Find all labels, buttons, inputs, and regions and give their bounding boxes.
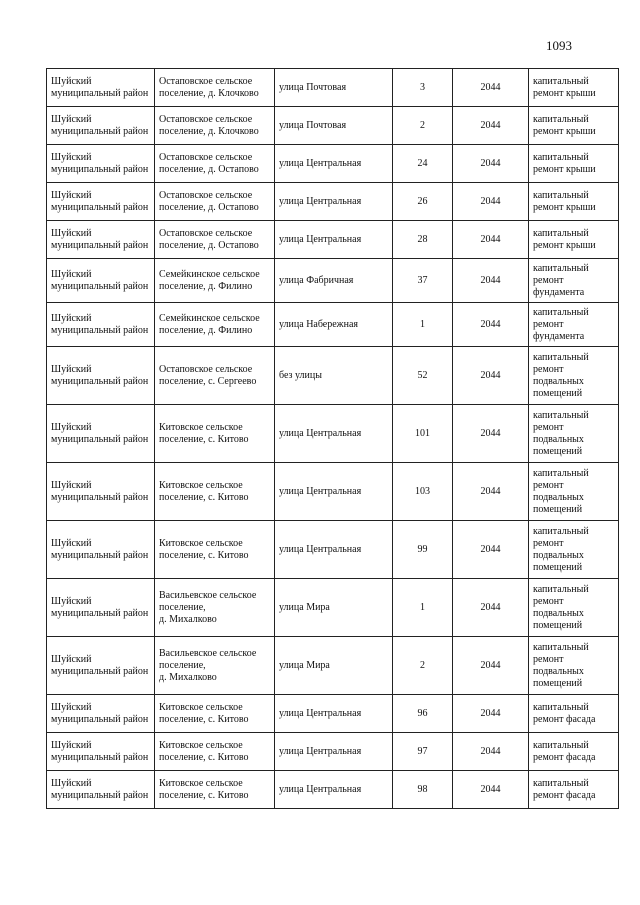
- year-cell: 2044: [453, 771, 529, 809]
- housing-repair-table: [46, 68, 619, 809]
- settlement-cell: Китовское сельское поселение, с. Китово: [155, 463, 275, 521]
- year-cell: 2044: [453, 183, 529, 221]
- table-row: [47, 405, 619, 463]
- house-number-cell: 1: [393, 579, 453, 637]
- street-cell: улица Центральная: [275, 521, 393, 579]
- table-body: [47, 69, 619, 809]
- work-type-cell: капитальный ремонт крыши: [529, 107, 619, 145]
- house-number-cell: 97: [393, 733, 453, 771]
- year-cell: 2044: [453, 521, 529, 579]
- settlement-cell: Семейкинское сельское поселение, д. Филино: [155, 303, 275, 347]
- table-row: [47, 521, 619, 579]
- street-cell: улица Мира: [275, 637, 393, 695]
- table-row: [47, 463, 619, 521]
- year-cell: 2044: [453, 69, 529, 107]
- work-type-cell: капитальный ремонт подвальных помещений: [529, 405, 619, 463]
- house-number-cell: 103: [393, 463, 453, 521]
- district-cell: Шуйский муниципальный район: [47, 347, 155, 405]
- settlement-cell: Китовское сельское поселение, с. Китово: [155, 405, 275, 463]
- house-number-cell: 96: [393, 695, 453, 733]
- work-type-cell: капитальный ремонт подвальных помещений: [529, 347, 619, 405]
- year-cell: 2044: [453, 405, 529, 463]
- year-cell: 2044: [453, 463, 529, 521]
- street-cell: без улицы: [275, 347, 393, 405]
- street-cell: улица Мира: [275, 579, 393, 637]
- table-row: [47, 303, 619, 347]
- house-number-cell: 101: [393, 405, 453, 463]
- year-cell: 2044: [453, 733, 529, 771]
- work-type-cell: капитальный ремонт крыши: [529, 221, 619, 259]
- year-cell: 2044: [453, 221, 529, 259]
- page-number: 1093: [546, 38, 572, 53]
- street-cell: улица Центральная: [275, 771, 393, 809]
- house-number-cell: 3: [393, 69, 453, 107]
- district-cell: Шуйский муниципальный район: [47, 183, 155, 221]
- street-cell: улица Почтовая: [275, 107, 393, 145]
- house-number-cell: 52: [393, 347, 453, 405]
- work-type-cell: капитальный ремонт фасада: [529, 771, 619, 809]
- table-row: [47, 221, 619, 259]
- street-cell: улица Центральная: [275, 695, 393, 733]
- work-type-cell: капитальный ремонт фасада: [529, 695, 619, 733]
- house-number-cell: 2: [393, 107, 453, 145]
- table-row: [47, 771, 619, 809]
- work-type-cell: капитальный ремонт подвальных помещений: [529, 521, 619, 579]
- work-type-cell: капитальный ремонт фасада: [529, 733, 619, 771]
- settlement-cell: Семейкинское сельское поселение, д. Филино: [155, 259, 275, 303]
- house-number-cell: 98: [393, 771, 453, 809]
- street-cell: улица Центральная: [275, 733, 393, 771]
- settlement-cell: Васильевское сельское поселение, д. Михалково: [155, 579, 275, 637]
- district-cell: Шуйский муниципальный район: [47, 637, 155, 695]
- house-number-cell: 1: [393, 303, 453, 347]
- district-cell: Шуйский муниципальный район: [47, 579, 155, 637]
- street-cell: улица Центральная: [275, 221, 393, 259]
- year-cell: 2044: [453, 145, 529, 183]
- house-number-cell: 24: [393, 145, 453, 183]
- table-row: [47, 347, 619, 405]
- work-type-cell: капитальный ремонт подвальных помещений: [529, 579, 619, 637]
- year-cell: 2044: [453, 695, 529, 733]
- settlement-cell: Остаповское сельское поселение, д. Клочково: [155, 69, 275, 107]
- house-number-cell: 2: [393, 637, 453, 695]
- district-cell: Шуйский муниципальный район: [47, 107, 155, 145]
- street-cell: улица Фабричная: [275, 259, 393, 303]
- table-row: [47, 637, 619, 695]
- table-row: [47, 695, 619, 733]
- work-type-cell: капитальный ремонт крыши: [529, 183, 619, 221]
- work-type-cell: капитальный ремонт крыши: [529, 69, 619, 107]
- settlement-cell: Остаповское сельское поселение, д. Остапово: [155, 183, 275, 221]
- house-number-cell: 99: [393, 521, 453, 579]
- house-number-cell: 37: [393, 259, 453, 303]
- house-number-cell: 26: [393, 183, 453, 221]
- district-cell: Шуйский муниципальный район: [47, 695, 155, 733]
- district-cell: Шуйский муниципальный район: [47, 405, 155, 463]
- settlement-cell: Китовское сельское поселение, с. Китово: [155, 733, 275, 771]
- street-cell: улица Центральная: [275, 183, 393, 221]
- district-cell: Шуйский муниципальный район: [47, 221, 155, 259]
- settlement-cell: Китовское сельское поселение, с. Китово: [155, 771, 275, 809]
- table-row: [47, 69, 619, 107]
- year-cell: 2044: [453, 303, 529, 347]
- district-cell: Шуйский муниципальный район: [47, 771, 155, 809]
- work-type-cell: капитальный ремонт подвальных помещений: [529, 637, 619, 695]
- settlement-cell: Китовское сельское поселение, с. Китово: [155, 521, 275, 579]
- table-row: [47, 579, 619, 637]
- district-cell: Шуйский муниципальный район: [47, 259, 155, 303]
- year-cell: 2044: [453, 579, 529, 637]
- settlement-cell: Остаповское сельское поселение, с. Сергеево: [155, 347, 275, 405]
- street-cell: улица Набережная: [275, 303, 393, 347]
- work-type-cell: капитальный ремонт фундамента: [529, 303, 619, 347]
- street-cell: улица Центральная: [275, 405, 393, 463]
- settlement-cell: Остаповское сельское поселение, д. Остапово: [155, 145, 275, 183]
- settlement-cell: Васильевское сельское поселение, д. Михалково: [155, 637, 275, 695]
- street-cell: улица Центральная: [275, 145, 393, 183]
- table-row: [47, 107, 619, 145]
- settlement-cell: Остаповское сельское поселение, д. Остапово: [155, 221, 275, 259]
- district-cell: Шуйский муниципальный район: [47, 733, 155, 771]
- house-number-cell: 28: [393, 221, 453, 259]
- district-cell: Шуйский муниципальный район: [47, 69, 155, 107]
- work-type-cell: капитальный ремонт подвальных помещений: [529, 463, 619, 521]
- settlement-cell: Китовское сельское поселение, с. Китово: [155, 695, 275, 733]
- year-cell: 2044: [453, 259, 529, 303]
- year-cell: 2044: [453, 637, 529, 695]
- district-cell: Шуйский муниципальный район: [47, 463, 155, 521]
- street-cell: улица Центральная: [275, 463, 393, 521]
- work-type-cell: капитальный ремонт крыши: [529, 145, 619, 183]
- table-row: [47, 733, 619, 771]
- settlement-cell: Остаповское сельское поселение, д. Клочково: [155, 107, 275, 145]
- table-row: [47, 183, 619, 221]
- street-cell: улица Почтовая: [275, 69, 393, 107]
- district-cell: Шуйский муниципальный район: [47, 521, 155, 579]
- work-type-cell: капитальный ремонт фундамента: [529, 259, 619, 303]
- district-cell: Шуйский муниципальный район: [47, 303, 155, 347]
- table-row: [47, 259, 619, 303]
- year-cell: 2044: [453, 107, 529, 145]
- year-cell: 2044: [453, 347, 529, 405]
- district-cell: Шуйский муниципальный район: [47, 145, 155, 183]
- table-row: [47, 145, 619, 183]
